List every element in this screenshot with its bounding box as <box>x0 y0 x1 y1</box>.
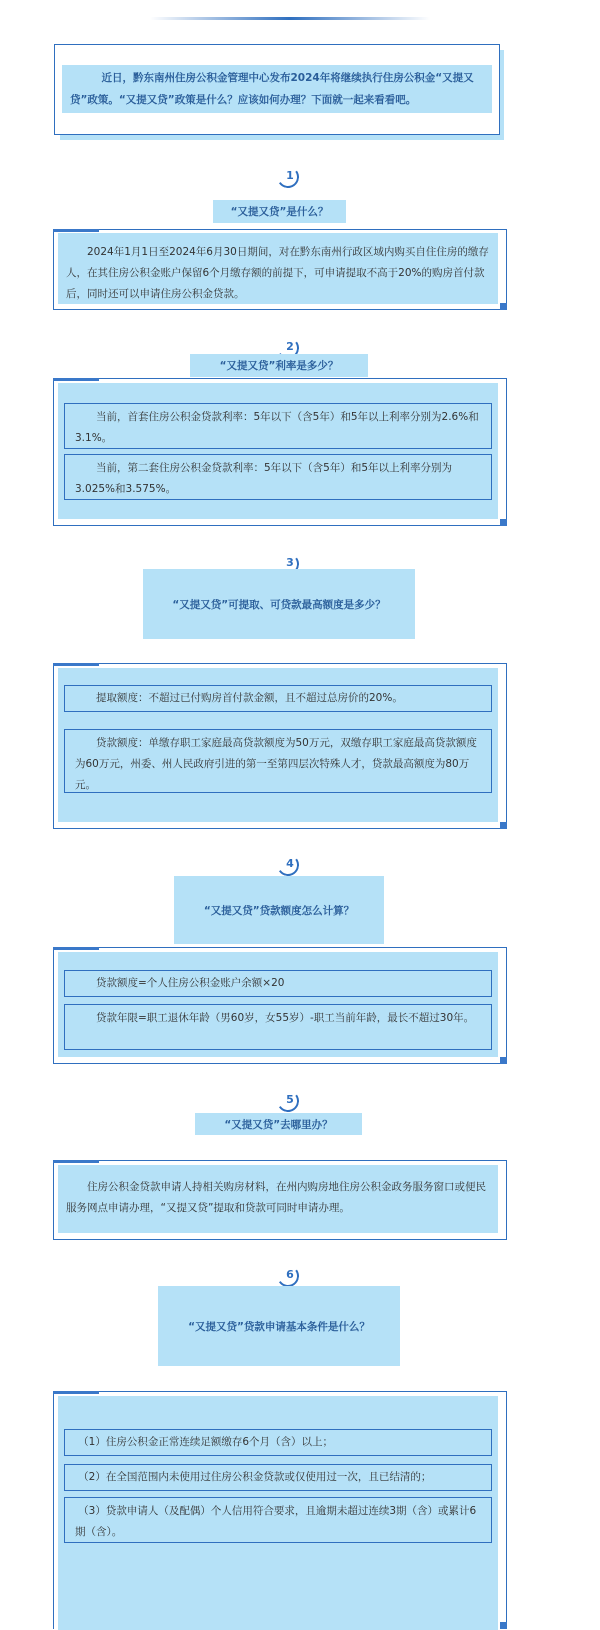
section-2-item-1: 当前，首套住房公积金贷款利率：5年以下（含5年）和5年以上利率分别为2.6%和3.1%。 <box>64 403 492 449</box>
section-4-item-2: 贷款年限=职工退休年龄（男60岁，女55岁）-职工当前年龄，最长不超过30年。 <box>64 1004 492 1050</box>
intro-card <box>54 44 504 140</box>
section-3-heading: “又提又贷”可提取、可贷款最高额度是多少？ <box>143 569 415 639</box>
section-3-number: 3 <box>270 553 310 579</box>
section-1-heading: “又提又贷”是什么？ <box>213 200 346 223</box>
section-4-number: 4 <box>270 854 310 880</box>
section-6-item-2: （2）在全国范围内未使用过住房公积金贷款或仅使用过一次，且已结清的； <box>64 1464 492 1491</box>
section-5-heading: “又提又贷”去哪里办？ <box>195 1113 362 1135</box>
section-6-panel <box>58 1396 498 1630</box>
section-4-item-1: 贷款额度=个人住房公积金账户余额×20 <box>64 970 492 997</box>
intro-panel <box>62 65 492 113</box>
section-3-item-1: 提取额度：不超过已付购房首付款金额，且不超过总房价的20%。 <box>64 685 492 712</box>
bottom-accent <box>500 1622 507 1629</box>
section-3-panel <box>58 668 498 822</box>
section-4-heading: “又提又贷”贷款额度怎么计算？ <box>174 876 384 944</box>
section-6-number: 6 <box>270 1265 310 1291</box>
section-2-panel <box>58 383 498 519</box>
section-1-number: 1 <box>270 166 310 192</box>
section-1-text: 2024年1月1日至2024年6月30日期间，对在黔东南州行政区域内购买自住住房的缴存人，在其住房公积金账户保留6个月缴存额的前提下，可申请提取不高于20%的购房首付款后，同时还可以申请住房公积金贷款。 <box>66 246 489 300</box>
section-1-panel <box>58 233 498 304</box>
section-2-card <box>53 378 507 526</box>
section-6-item-1: （1）住房公积金正常连续足额缴存6个月（含）以上； <box>64 1429 492 1456</box>
section-6-item-3: （3）贷款申请人（及配偶）个人信用符合要求，且逾期未超过连续3期（含）或累计6期（含）。 <box>64 1497 492 1543</box>
section-2-heading: “又提又贷”利率是多少？ <box>190 354 368 377</box>
section-1-card <box>53 229 507 310</box>
intro-frame <box>54 44 500 135</box>
section-3-card <box>53 663 507 829</box>
section-6-heading: “又提又贷”贷款申请基本条件是什么？ <box>158 1286 400 1366</box>
section-4-panel <box>58 952 498 1057</box>
section-4-card <box>53 947 507 1064</box>
section-5-text: 住房公积金贷款申请人持相关购房材料，在州内购房地住房公积金政务服务窗口或便民服务网点申请办理，“又提又贷”提取和贷款可同时申请办理。 <box>66 1181 486 1214</box>
section-2-number: 2 <box>270 337 310 363</box>
section-5-number: 5 <box>270 1090 310 1116</box>
section-3-item-2: 贷款额度：单缴存职工家庭最高贷款额度为50万元，双缴存职工家庭最高贷款额度为60万元，州委、州人民政府引进的第一至第四层次特殊人才，贷款最高额度为80万元。 <box>64 729 492 793</box>
section-6-card <box>53 1391 507 1629</box>
intro-text: 近日，黔东南州住房公积金管理中心发布2024年将继续执行住房公积金“又提又贷”政策。“又提又贷”政策是什么？应该如何办理？下面就一起来看看吧。 <box>70 72 474 106</box>
top-divider <box>150 17 430 20</box>
section-5-card <box>53 1160 507 1240</box>
section-2-item-2: 当前，第二套住房公积金贷款利率：5年以下（含5年）和5年以上利率分别为3.025%和3.575%。 <box>64 454 492 500</box>
section-5-panel <box>58 1165 498 1233</box>
